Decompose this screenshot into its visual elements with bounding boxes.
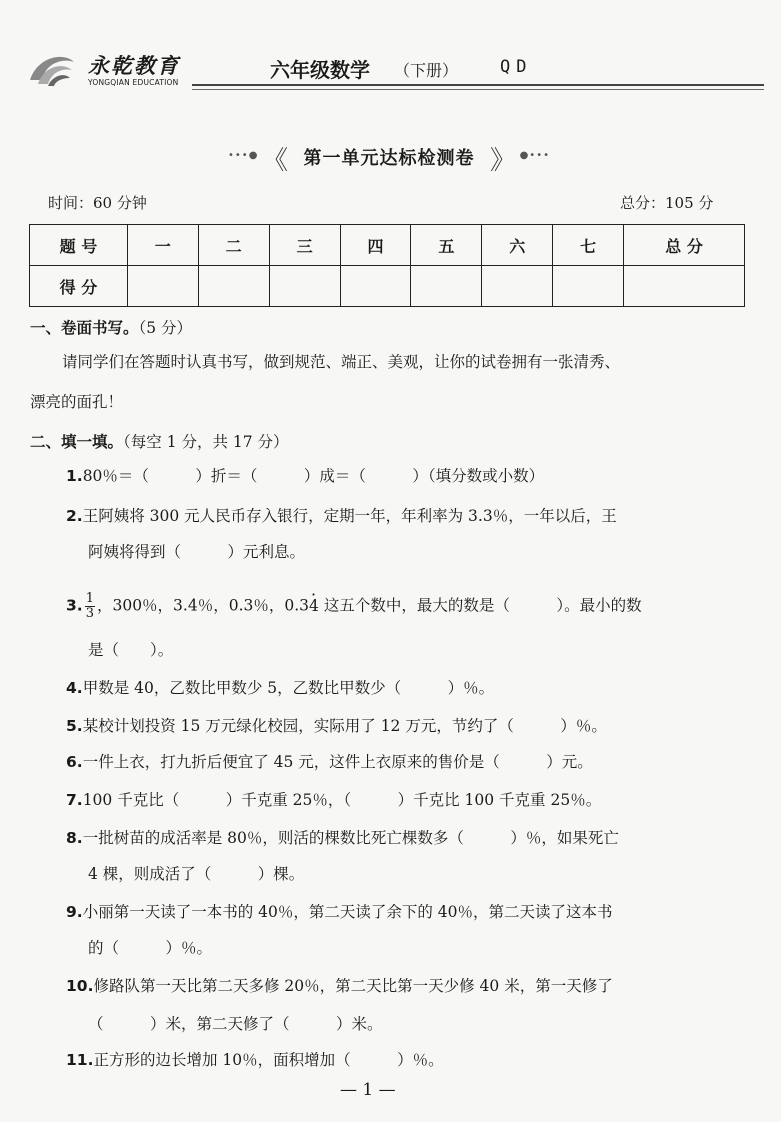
section-1-text-line: 漂亮的面孔！ xyxy=(30,393,124,411)
unit-title-banner xyxy=(228,138,550,174)
book-title: 六年级数学 xyxy=(270,58,370,82)
brand-name-english: YONGQIAN EDUCATION xyxy=(88,78,179,87)
question-10: 10.修路队第一天比第二天多修 20％，第二天比第一天少修 40 米，第一天修了 xyxy=(66,977,613,995)
score-cell[interactable] xyxy=(269,266,340,307)
header-rule xyxy=(192,84,764,86)
book-version: QD xyxy=(500,57,533,77)
question-1: 1.80％＝（ ）折＝（ ）成＝（ ）（填分数或小数） xyxy=(66,467,545,485)
table-header-cell: 一 xyxy=(127,225,198,266)
score-table xyxy=(29,224,745,307)
score-table-score-row xyxy=(30,266,745,307)
table-header-cell: 三 xyxy=(269,225,340,266)
table-header-cell: 题 号 xyxy=(30,225,128,266)
question-7: 7.100 千克比（ ）千克重 25％，（ ）千克比 100 千克重 25％。 xyxy=(66,791,602,809)
dots-decoration-icon: ●••• xyxy=(519,150,550,161)
section-2-heading: 二、填一填。（每空 1 分，共 17 分） xyxy=(30,433,289,451)
question-9-line-2: 的（ ）％。 xyxy=(88,939,213,957)
question-2-line-2: 阿姨将得到（ ）元利息。 xyxy=(88,543,306,561)
brand-logo-icon xyxy=(24,50,80,90)
table-header-cell: 总 分 xyxy=(624,225,745,266)
score-cell[interactable] xyxy=(553,266,624,307)
question-3-line-2: 是（ ）。 xyxy=(88,641,174,659)
score-cell[interactable] xyxy=(198,266,269,307)
table-header-cell: 二 xyxy=(198,225,269,266)
score-cell[interactable] xyxy=(340,266,411,307)
page-header xyxy=(24,44,744,94)
dots-decoration-icon: •••● xyxy=(228,150,259,161)
score-table-header-row xyxy=(30,225,745,266)
score-row-label: 得 分 xyxy=(30,266,128,307)
question-8: 8.一批树苗的成活率是 80％，则活的棵数比死亡棵数多（ ）％，如果死亡 xyxy=(66,829,619,847)
score-cell[interactable] xyxy=(411,266,482,307)
section-1-heading: 一、卷面书写。（5 分） xyxy=(30,319,193,337)
table-header-cell: 六 xyxy=(482,225,553,266)
question-9: 9.小丽第一天读了一本书的 40％，第二天读了余下的 40％，第二天读了这本书 xyxy=(66,903,613,921)
left-bracket-decoration-icon: 《 xyxy=(262,146,289,176)
unit-title: 第一单元达标检测卷 xyxy=(303,148,475,169)
question-10-line-2: （ ）米，第二天修了（ ）米。 xyxy=(88,1015,383,1033)
score-cell[interactable] xyxy=(127,266,198,307)
question-11: 11.正方形的边长增加 10％，面积增加（ ）％。 xyxy=(66,1051,444,1069)
question-6: 6.一件上衣，打九折后便宜了 45 元，这件上衣原来的售价是（ ）元。 xyxy=(66,753,593,771)
page-number: — 1 — xyxy=(340,1080,396,1100)
right-bracket-decoration-icon: 》 xyxy=(489,146,516,176)
question-4: 4.甲数是 40，乙数比甲数少 5，乙数比甲数少（ ）％。 xyxy=(66,679,495,697)
score-cell[interactable] xyxy=(482,266,553,307)
exam-time: 时间：60 分钟 xyxy=(48,194,147,212)
exam-total-score: 总分：105 分 xyxy=(620,194,714,212)
section-1-text-line: 请同学们在答题时认真书写，做到规范、端正、美观，让你的试卷拥有一张清秀、 xyxy=(62,353,621,371)
fraction-one-third: $\frac{1}{3}$ xyxy=(85,591,94,621)
table-header-cell: 四 xyxy=(340,225,411,266)
book-volume: （下册） xyxy=(394,61,459,80)
question-8-line-2: 4 棵，则成活了（ ）棵。 xyxy=(88,865,305,883)
header-rule-thin xyxy=(192,89,764,90)
table-header-cell: 五 xyxy=(411,225,482,266)
repeating-digit: · 4 xyxy=(309,597,319,615)
question-5: 5.某校计划投资 15 万元绿化校园，实际用了 12 万元，节约了（ ）％。 xyxy=(66,717,607,735)
score-cell[interactable] xyxy=(624,266,745,307)
table-header-cell: 七 xyxy=(553,225,624,266)
brand-name: 永乾教育 xyxy=(88,53,180,78)
question-2: 2.王阿姨将 300 元人民币存入银行，定期一年，年利率为 3.3％，一年以后，王 xyxy=(66,507,617,525)
question-3: 3. $\frac{1}{3}$ ，300％，3.4％，0.3％，0.3· 4 这五个数中，最大的数是（ ）。最小的数 xyxy=(66,592,642,621)
